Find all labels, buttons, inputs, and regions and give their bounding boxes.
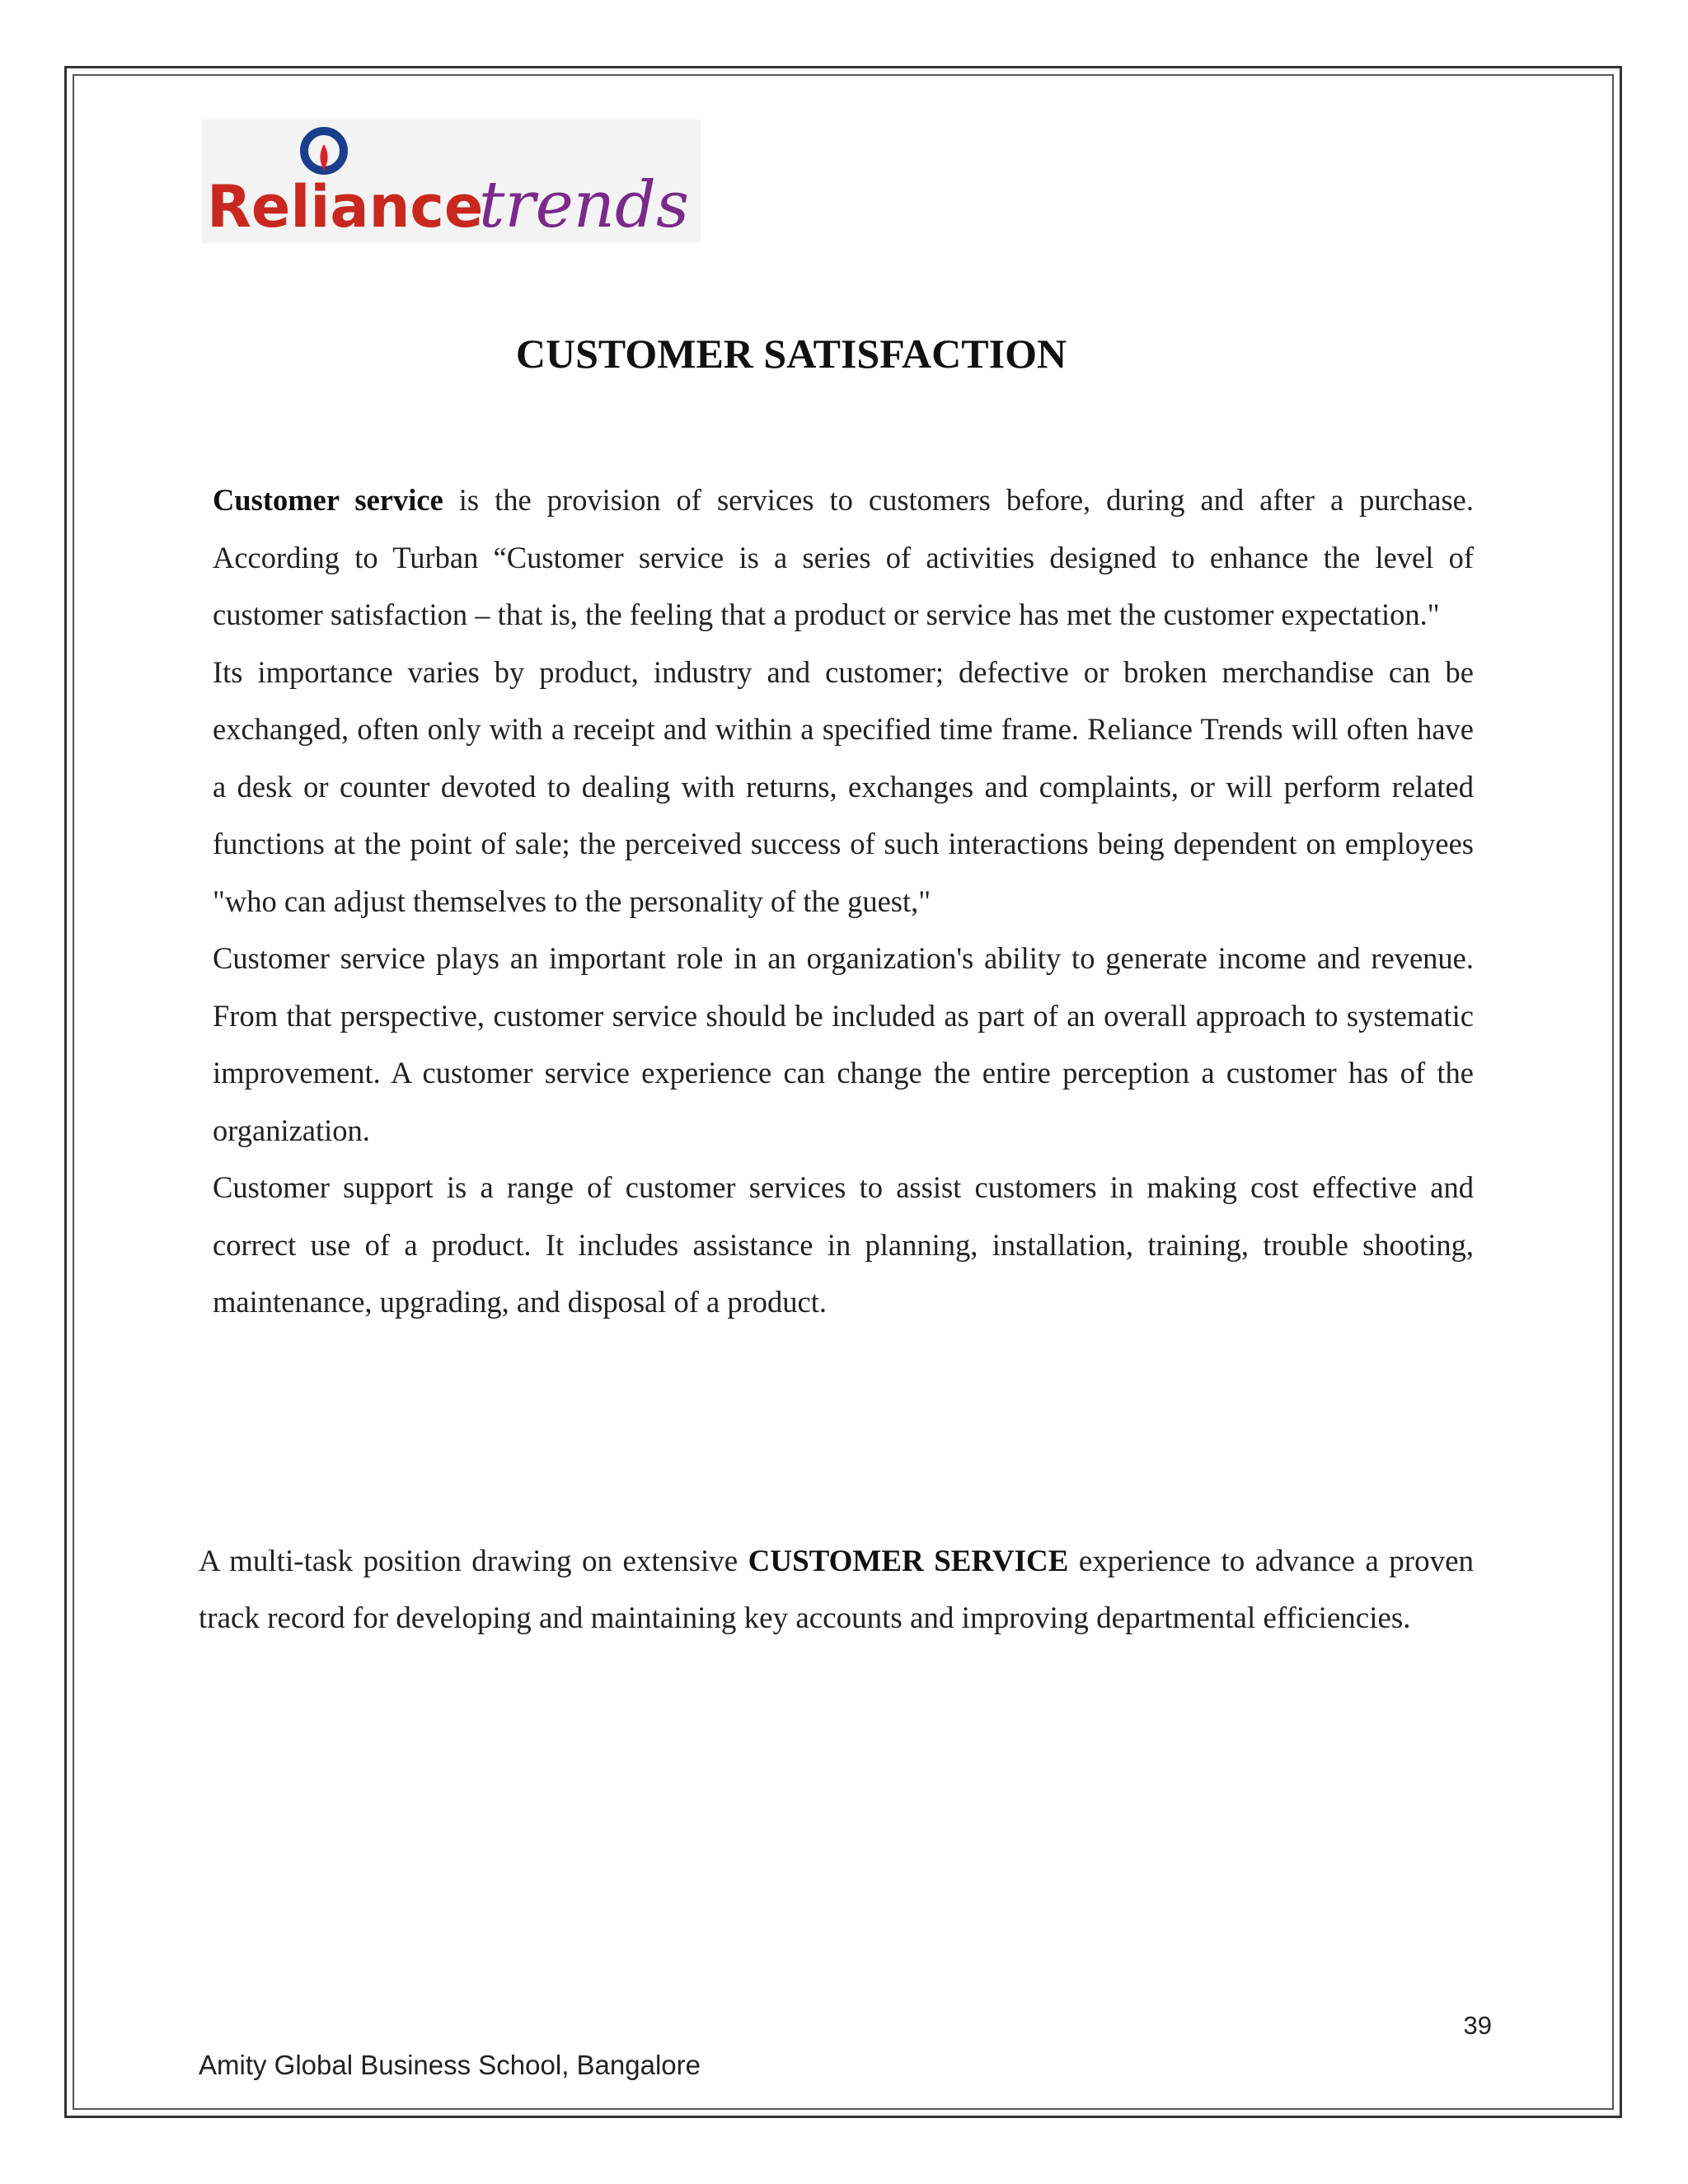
paragraph-importance: Its importance varies by product, industry and customer; defective or broken merchandise can be exchanged, often only with a receipt and within a specified time frame. Reliance Trends will often have a desk or counter devoted to dealing with returns, exchanges and complaints, or will perform related functions at the point of sale; the perceived success of such interactions being dependent on employees "who can adjust themselves to the personality of the guest,": [213, 654, 1474, 918]
page-number: 39: [1463, 2011, 1492, 2040]
closing-statement: [199, 1533, 1474, 1647]
paragraph-customer-service: [213, 471, 1474, 644]
closing-text-before: A multi-task position drawing on extensive: [199, 1544, 748, 1578]
paragraph-customer-support: Customer support is a range of customer services to assist customers in making cost effective and correct use of a product. It includes assistance in planning, installation, training, trouble shooting, maintenance, upgrading, and disposal of a product.: [213, 1170, 1474, 1319]
closing-text-after: experience to advance a proven track record for developing and maintaining key accounts and improving departmental efficiencies.: [199, 1544, 1474, 1635]
reliance-trends-logo: [202, 120, 701, 243]
logo-brand-text: Reliance: [207, 173, 484, 241]
term-customer-service: Customer service: [213, 483, 443, 517]
closing-bold-term: CUSTOMER SERVICE: [748, 1544, 1069, 1578]
body-text: [213, 471, 1474, 1331]
paragraph-role: Customer service plays an important role in an organization's ability to generate income and revenue. From that perspective, customer service should be included as part of an overall approach to systematic improvement. A customer service experience can change the entire perception a customer has of the organization.: [213, 941, 1474, 1147]
paragraph-text: is the provision of services to customers before, during and after a purchase. According to Turban “Customer service is a series of activities designed to enhance the level of customer satisfaction – that is, the feeling that a product or service has met the customer expectation.": [213, 483, 1474, 631]
logo-script-text: trends: [479, 168, 689, 242]
footer-text: Amity Global Business School, Bangalore: [199, 2050, 701, 2080]
page-title: CUSTOMER SATISFACTION: [515, 330, 1067, 377]
